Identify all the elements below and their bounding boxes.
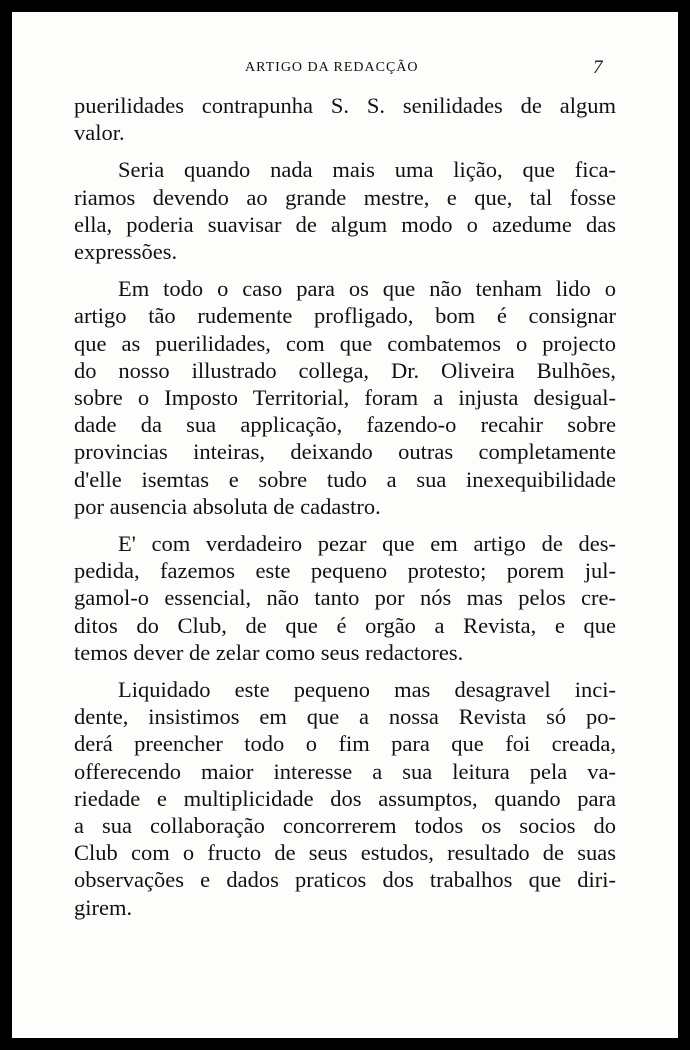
text-line: Seria quando nada mais uma lição, que fica- xyxy=(118,157,616,183)
text-line: pedida, fazemos este pequeno protesto; porem jul- xyxy=(74,558,616,584)
text-line: Liquidado este pequeno mas desagravel inci- xyxy=(118,677,616,703)
text-line: dade da sua applicação, fazendo-o recahir sobre xyxy=(74,412,616,438)
text-line: temos dever de zelar como seus redactores. xyxy=(74,639,464,665)
paragraph xyxy=(74,676,616,921)
text-line: a sua collaboração concorrerem todos os socios do xyxy=(74,813,616,839)
text-line: artigo tão rudemente profligado, bom é consignar xyxy=(74,303,616,329)
text-line: por ausencia absoluta de cadastro. xyxy=(74,493,381,519)
text-line: derá preencher todo o fim para que foi creada, xyxy=(74,731,616,757)
paragraph xyxy=(74,275,616,520)
text-line: provincias inteiras, deixando outras completamente xyxy=(74,439,616,465)
text-line: ditos do Club, de que é orgão a Revista, e que xyxy=(74,612,616,638)
text-line: puerilidades contrapunha S. S. senilidades de algum xyxy=(74,93,616,118)
paragraph xyxy=(74,92,616,146)
paragraph xyxy=(74,156,616,265)
running-title: ARTIGO DA REDACÇÃO xyxy=(245,60,419,75)
text-line: valor. xyxy=(74,120,125,146)
text-line: observações e dados praticos dos trabalhos que diri- xyxy=(74,867,616,893)
text-line: do nosso illustrado collega, Dr. Oliveira Bulhões, xyxy=(74,357,616,383)
text-line: dente, insistimos em que a nossa Revista só po- xyxy=(74,704,616,730)
paragraph xyxy=(74,530,616,666)
text-line: E' com verdadeiro pezar que em artigo de des- xyxy=(118,531,616,557)
text-line: Club com o fructo de seus estudos, resultado de suas xyxy=(74,840,616,866)
text-line: sobre o Imposto Territorial, foram a injusta desigual- xyxy=(74,385,616,411)
text-line: ella, poderia suavisar de algum modo o azedume das xyxy=(74,211,616,237)
text-line: que as puerilidades, com que combatemos o projecto xyxy=(74,330,616,356)
text-line: expressões. xyxy=(74,239,178,265)
article-body xyxy=(74,92,616,931)
book-page xyxy=(12,12,678,1038)
text-line: gamol-o essencial, não tanto por nós mas pelos cre- xyxy=(74,585,616,611)
text-line: offerecendo maior interesse a sua leitura pela va- xyxy=(74,758,616,784)
text-line: d'elle isemtas e sobre tudo a sua inexequibilidade xyxy=(74,466,616,492)
text-line: riamos devendo ao grande mestre, e que, tal fosse xyxy=(74,184,616,210)
text-line: Em todo o caso para os que não tenham lido o xyxy=(118,276,616,302)
page-number: 7 xyxy=(593,57,604,78)
text-line: girem. xyxy=(74,894,133,920)
text-line: riedade e multiplicidade dos assumptos, quando para xyxy=(74,785,616,811)
